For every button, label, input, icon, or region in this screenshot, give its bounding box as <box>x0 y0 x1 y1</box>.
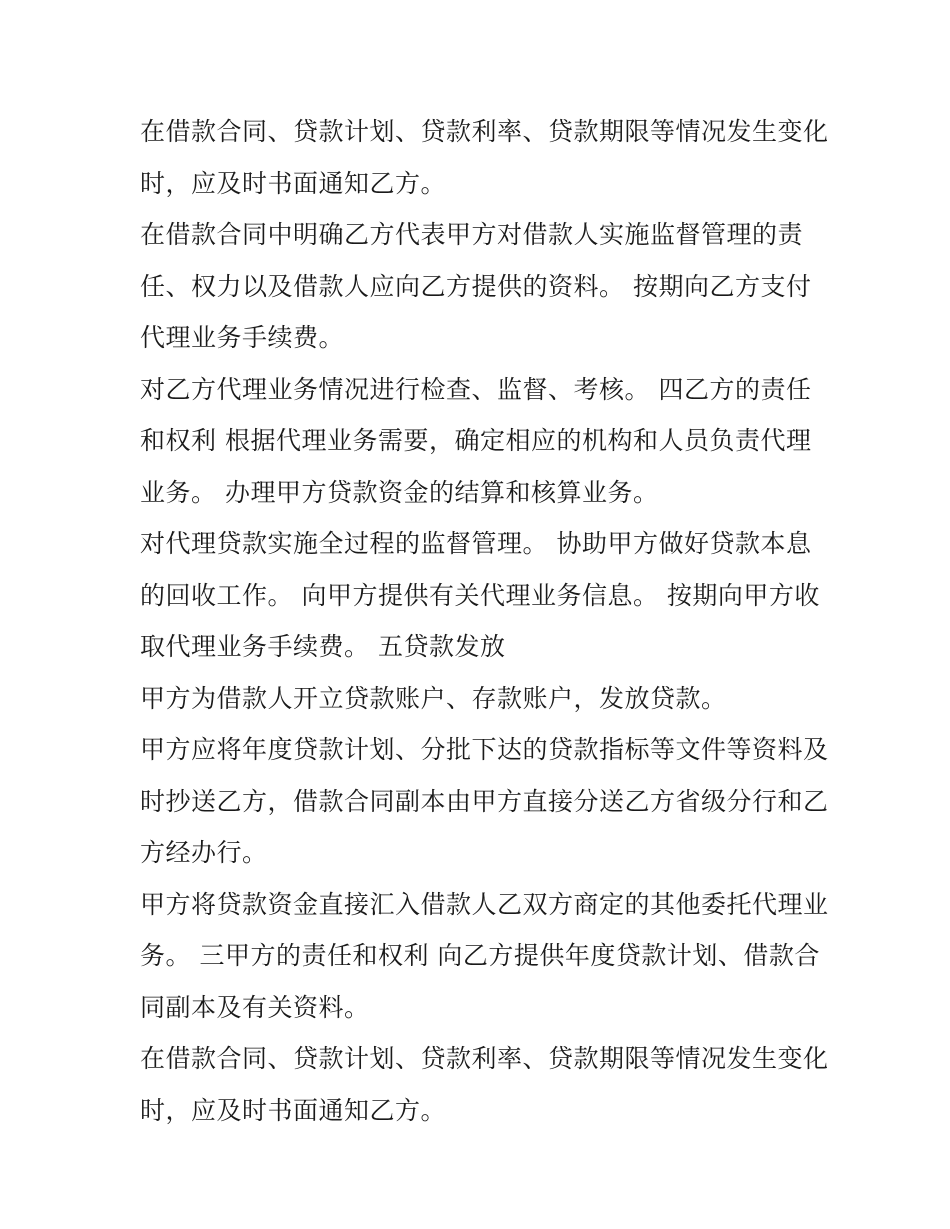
text-line: 甲方为借款人开立贷款账户、存款账户，发放贷款。 <box>140 683 727 713</box>
paragraph-8 <box>140 1033 829 1136</box>
text-line: 取代理业务手续费。 五贷款发放 <box>140 632 506 661</box>
text-line: 在借款合同、贷款计划、贷款利率、贷款期限等情况发生变化 <box>140 1044 829 1073</box>
text-line: 对乙方代理业务情况进行检查、监督、考核。 四乙方的责任 <box>140 374 812 404</box>
text-line: 任、权力以及借款人应向乙方提供的资料。 按期向乙方支付 <box>140 271 812 301</box>
text-line: 和权利 根据代理业务需要，确定相应的机构和人员负责代理 <box>140 426 812 455</box>
text-line: 时抄送乙方，借款合同副本由甲方直接分送乙方省级分行和乙 <box>140 786 829 816</box>
paragraph-3 <box>140 364 820 519</box>
text-line: 甲方应将年度贷款计划、分批下达的贷款指标等文件等资料及 <box>140 735 829 764</box>
text-line: 代理业务手续费。 <box>140 323 345 352</box>
text-line: 在借款合同、贷款计划、贷款利率、贷款期限等情况发生变化 <box>140 117 829 146</box>
text-line: 在借款合同中明确乙方代表甲方对借款人实施监督管理的责 <box>140 220 804 249</box>
text-line: 对代理贷款实施全过程的监督管理。 协助甲方做好贷款本息 <box>140 529 812 558</box>
text-line: 时，应及时书面通知乙方。 <box>140 1095 447 1125</box>
text-line: 甲方将贷款资金直接汇入借款人乙双方商定的其他委托代理业 <box>140 889 829 919</box>
paragraph-6 <box>140 724 829 879</box>
text-line: 时，应及时书面通知乙方。 <box>140 168 447 198</box>
paragraph-7 <box>140 879 829 1034</box>
paragraph-4 <box>140 518 820 673</box>
document-body <box>140 106 829 1136</box>
paragraph-5 <box>140 673 820 725</box>
text-line: 方经办行。 <box>140 838 268 867</box>
text-line: 的回收工作。 向甲方提供有关代理业务信息。 按期向甲方收 <box>140 580 820 610</box>
text-line: 业务。 办理甲方贷款资金的结算和核算业务。 <box>140 477 659 507</box>
text-line: 同副本及有关资料。 <box>140 992 370 1022</box>
paragraph-2 <box>140 209 820 364</box>
paragraph-1 <box>140 106 829 209</box>
text-line: 务。 三甲方的责任和权利 向乙方提供年度贷款计划、借款合 <box>140 941 820 970</box>
